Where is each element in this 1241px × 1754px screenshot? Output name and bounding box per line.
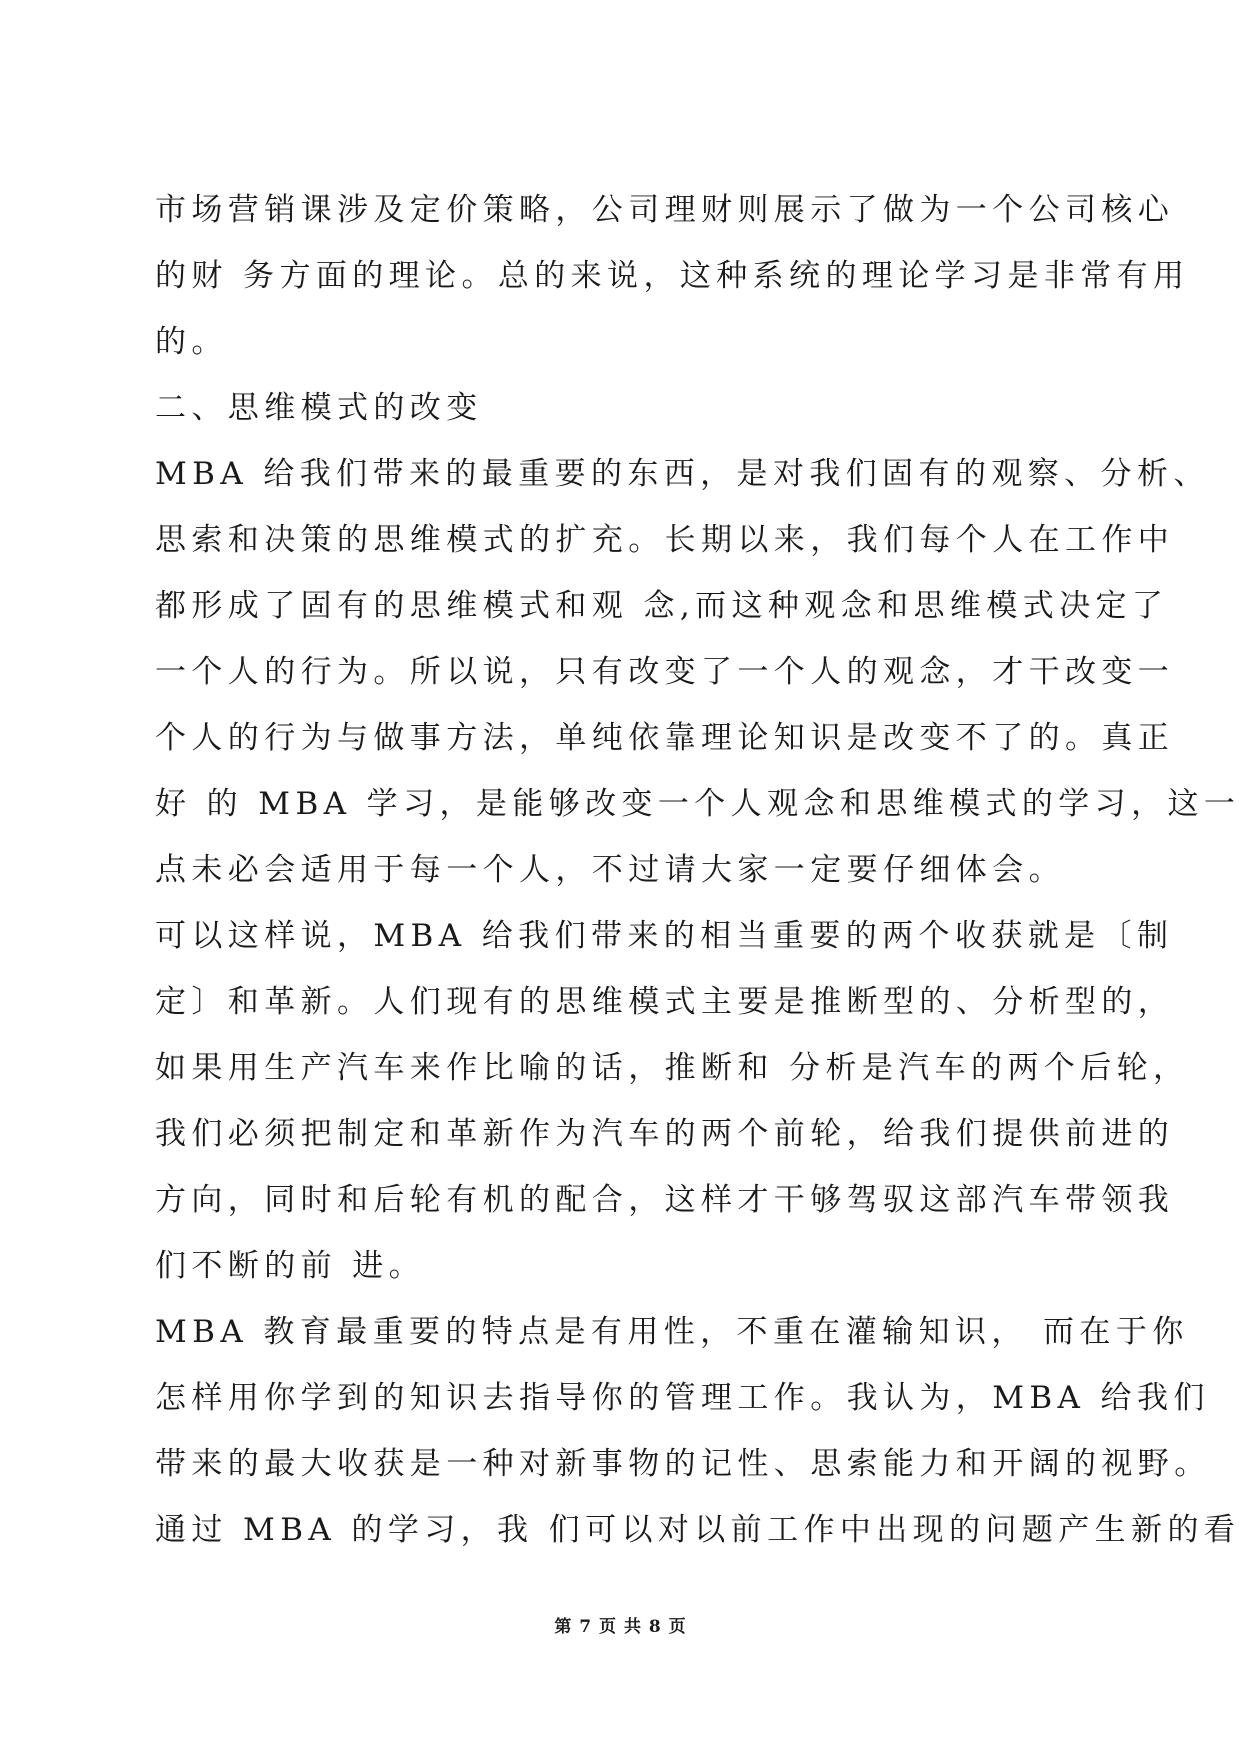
text-line: 思索和决策的思维模式的扩充。长期以来，我们每个人在工作中 [155, 522, 1175, 558]
text-line: 定〕和革新。人们现有的思维模式主要是推断型的、分析型的， [155, 984, 1175, 1020]
text-line: 的财 务方面的理论。总的来说，这种系统的理论学习是非常有用 [155, 258, 1190, 294]
text-line: 一个人的行为。所以说，只有改变了一个人的观念，才干改变一 [155, 654, 1175, 690]
text-line: 通过 MBA 的学习，我 们可以对以前工作中出现的问题产生新的看 [155, 1512, 1241, 1548]
text-line: 们不断的前 进。 [155, 1248, 426, 1284]
text-line: 怎样用你学到的知识去指导你的管理工作。我认为，MBA 给我们 [155, 1380, 1210, 1416]
section-heading: 二、思维模式的改变 [155, 390, 483, 426]
text-line: 市场营销课涉及定价策略，公司理财则展示了做为一个公司核心 [155, 192, 1175, 228]
text-line: 可以这样说，MBA 给我们带来的相当重要的两个收获就是〔制 [155, 918, 1174, 954]
text-line: 带来的最大收获是一种对新事物的记性、思索能力和开阔的视野。 [155, 1446, 1211, 1482]
text-line: 好 的 MBA 学习，是能够改变一个人观念和思维模式的学习，这一 [155, 786, 1241, 822]
text-line: 都形成了固有的思维模式和观 念,而这种观念和思维模式决定了 [155, 588, 1169, 624]
text-line: 个人的行为与做事方法，单纯依靠理论知识是改变不了的。真正 [155, 720, 1175, 756]
text-line: 我们必须把制定和革新作为汽车的两个前轮，给我们提供前进的 [155, 1116, 1175, 1152]
page-number-footer: 第 7 页 共 8 页 [554, 1617, 687, 1637]
text-line: 点未必会适用于每一个人，不过请大家一定要仔细体会。 [155, 852, 1065, 888]
text-line: 方向，同时和后轮有机的配合，这样才干够驾驭这部汽车带领我 [155, 1182, 1175, 1218]
text-line: MBA 给我们带来的最重要的东西，是对我们固有的观察、分析、 [155, 456, 1210, 492]
text-line: 的。 [155, 324, 228, 360]
text-line: 如果用生产汽车来作比喻的话，推断和 分析是汽车的两个后轮， [155, 1050, 1190, 1086]
text-line: MBA 教育最重要的特点是有用性，不重在灌输知识， 而在于你 [155, 1314, 1189, 1350]
body-text [155, 185, 1241, 1571]
